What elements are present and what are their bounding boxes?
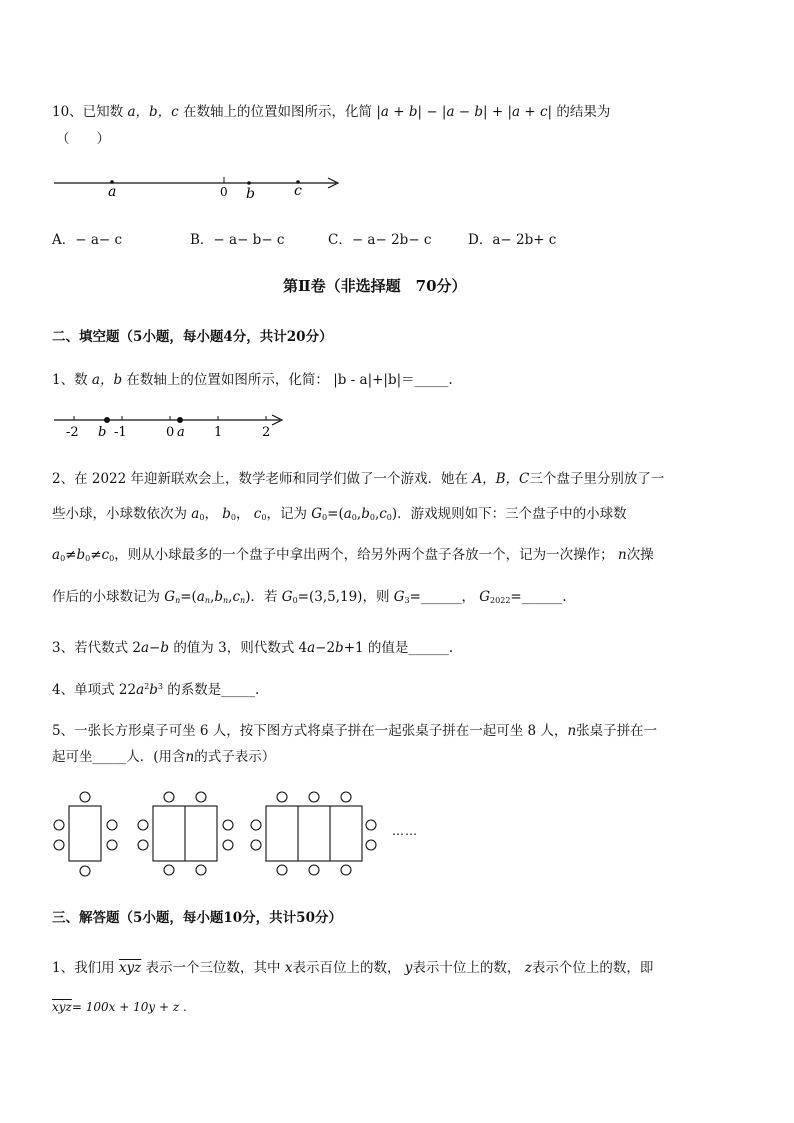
fill-q2-line4: 作后的小球数记为 $G_n=(a_n,b_n,c_n)$．若 $G_0=(3,5,19)$，则 $G_3=\_\_\_\_\_\_$， $G_{2022}=\_\_\_\_\_\_$. xyxy=(52,589,567,605)
q10-option-b[interactable]: B．− a− b− c xyxy=(190,232,285,248)
tables-ellipsis: …… xyxy=(392,824,418,838)
fill-q1-blank[interactable]: _____. xyxy=(414,372,453,388)
part3-heading: 三、解答题（5小题，每小题10分，共计50分） xyxy=(52,910,342,926)
fill-q5-line2: 起可坐_____人．(用含n的式子表示） xyxy=(52,749,276,765)
fill-q1-tick--1: -1 xyxy=(114,425,127,440)
fill-q3-text: 3、若代数式 2a−b 的值为 3，则代数式 4a−2b+1 的值是______. xyxy=(52,640,454,656)
fill-q1-label-b: b xyxy=(98,425,107,440)
answer-q1-line1: 1、我们用 $\overline{xyz}$ 表示一个三位数，其中 x表示百位上的数， y表示十位上的数， z表示个位上的数，即 xyxy=(52,960,654,976)
q10-label-c: c xyxy=(294,183,302,199)
q10-label-a: a xyxy=(108,184,117,200)
fill-q2-blank-1[interactable]: ______， xyxy=(420,589,475,605)
fill-q1-number-line xyxy=(50,410,290,440)
fill-q2-blank-2[interactable]: ______. xyxy=(521,589,567,605)
fill-q4-text: 4、单项式 $22a^2b^3$ 的系数是_____. xyxy=(52,682,260,698)
q10-paren: （ ） xyxy=(56,131,110,147)
section-2-title: 第Ⅱ卷（非选择题 70分） xyxy=(283,277,467,295)
q10-option-c[interactable]: C．− a− 2b− c xyxy=(328,232,432,248)
answer-q1-formula: $\overline{xyz}= 100x + 10y + z$ . xyxy=(52,1000,187,1014)
tables-figure xyxy=(50,788,450,878)
table-1 xyxy=(69,806,101,861)
part2-heading: 二、填空题（5小题，每小题4分，共计20分） xyxy=(52,329,333,345)
fill-q2-line2: 些小球，小球数依次为 $a_0$， $b_0$， $c_0$，记为 $G_0=(a_0,b_0,c_0)$．游戏规则如下：三个盘子中的小球数 xyxy=(52,506,627,522)
q10-number-line xyxy=(50,170,350,200)
q10-line1: 10、已知数 a，b，c 在数轴上的位置如图所示，化简 |a + b| − |a − b| + |a + c| 的结果为 xyxy=(52,104,611,120)
fill-q1-tick-1: 1 xyxy=(214,425,223,440)
fill-q5-line1: 5、一张长方形桌子可坐 6 人，按下图方式将桌子拼在一起张桌子拼在一起可坐 8 人，n张桌子拼在一 xyxy=(52,723,658,739)
fill-q3-blank[interactable]: ______. xyxy=(408,640,454,656)
fill-q4-blank[interactable]: _____. xyxy=(221,682,260,698)
fill-q5-blank[interactable]: _____ xyxy=(92,749,127,765)
q10-option-a[interactable]: A．− a− c xyxy=(52,232,123,248)
fill-q2-line1: 2、在 2022 年迎新联欢会上，数学老师和同学们做了一个游戏．她在 A，B，C三个盘子里分别放了一 xyxy=(52,471,665,487)
q10-label-b: b xyxy=(246,186,255,202)
fill-q1-label-a: a xyxy=(177,425,185,440)
fill-q1-tick-2: 2 xyxy=(262,425,271,440)
fill-q1-tick--2: -2 xyxy=(66,425,79,440)
q10-option-d[interactable]: D．a− 2b+ c xyxy=(468,232,557,248)
fill-q1-text: 1、数 a，b 在数轴上的位置如图所示，化简： |b - a|+|b|＝_____. xyxy=(52,372,453,388)
fill-q2-line3: $a_0\ne b_0\ne c_0$，则从小球最多的一个盘子中拿出两个，给另外两个盘子各放一个，记为一次操作； n次操 xyxy=(52,547,654,563)
table-group-3 xyxy=(266,806,362,861)
fill-q1-tick-0: 0 xyxy=(166,425,175,440)
q10-label-0: 0 xyxy=(220,185,228,199)
